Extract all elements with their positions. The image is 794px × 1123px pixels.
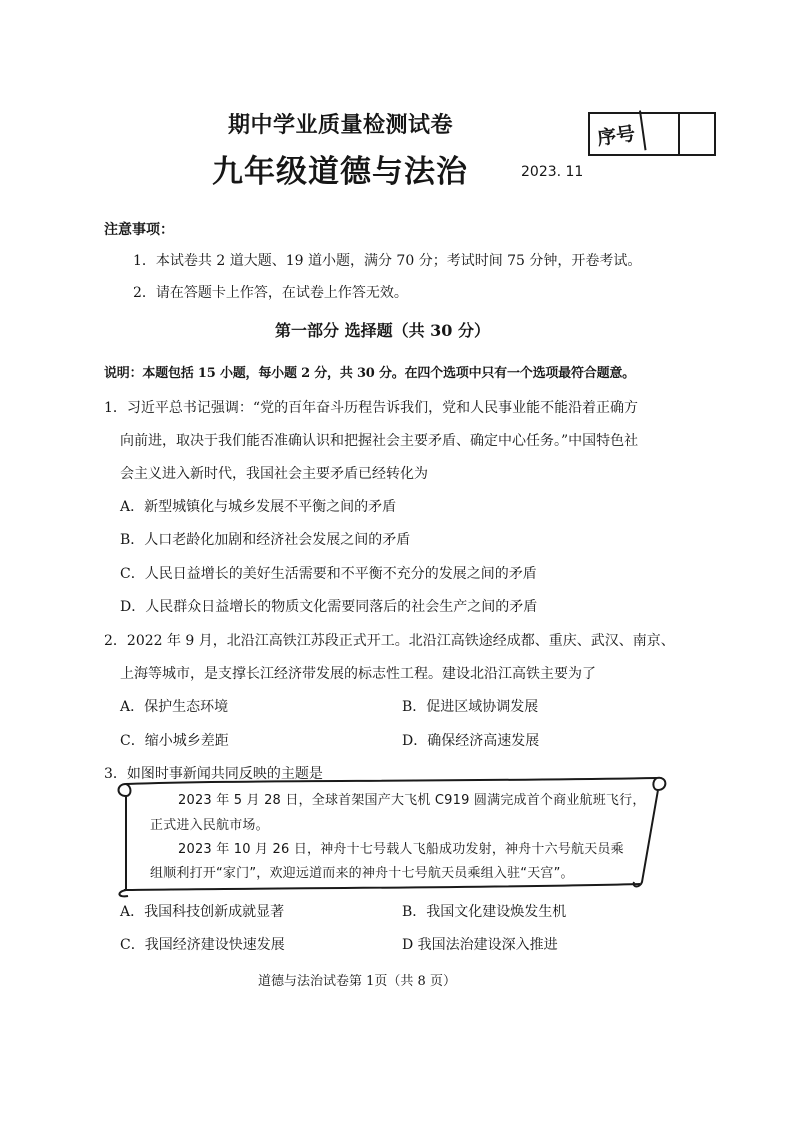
news-item-line: 组顺利打开“家门”，欢迎远道而来的神舟十七号航天员乘组入驻“天宫”。 bbox=[150, 866, 574, 881]
question-2-stem: 2．2022 年 9 月，北沿江高铁江苏段正式开工。北沿江高铁途经成都、重庆、武汉、南京、 bbox=[104, 633, 675, 649]
exam-date: 2023. 11 bbox=[521, 164, 584, 180]
section-intro: 说明：本题包括 15 小题，每小题 2 分，共 30 分。在四个选项中只有一个选项最符合题意。 bbox=[104, 366, 635, 381]
question-2-option-b: B．促进区域协调发展 bbox=[402, 699, 539, 715]
question-3-stem: 3．如图时事新闻共同反映的主题是 bbox=[104, 766, 323, 782]
question-1-option-b: B．人口老龄化加剧和经济社会发展之间的矛盾 bbox=[120, 532, 411, 548]
question-1-option-c: C．人民日益增长的美好生活需要和不平衡不充分的发展之间的矛盾 bbox=[120, 566, 537, 582]
sequence-number-box bbox=[588, 112, 716, 156]
notice-item: 1．本试卷共 2 道大题、19 道小题，满分 70 分；考试时间 75 分钟，开卷考试。 bbox=[133, 253, 642, 269]
subject-title: 九年级道德与法治 bbox=[212, 154, 468, 190]
question-1-stem: 向前进，取决于我们能否准确认识和把握社会主要矛盾、确定中心任务。”中国特色社 bbox=[120, 433, 639, 449]
news-item-line: 2023 年 5 月 28 日，全球首架国产大飞机 C919 圆满完成首个商业航班飞行， bbox=[178, 793, 646, 808]
sequence-cell-2[interactable] bbox=[680, 114, 714, 154]
question-2-stem: 上海等城市，是支撑长江经济带发展的标志性工程。建设北沿江高铁主要为了 bbox=[120, 666, 596, 682]
exam-title: 期中学业质量检测试卷 bbox=[228, 112, 454, 138]
notice-title: 注意事项： bbox=[104, 222, 174, 238]
question-1-option-d: D．人民群众日益增长的物质文化需要同落后的社会生产之间的矛盾 bbox=[120, 599, 538, 615]
news-item-line: 正式进入民航市场。 bbox=[150, 818, 269, 833]
question-3-option-b: B．我国文化建设焕发生机 bbox=[402, 904, 567, 920]
news-item-line: 2023 年 10 月 26 日，神舟十七号载人飞船成功发射，神舟十六号航天员乘 bbox=[178, 842, 624, 857]
section-title: 第一部分 选择题（共 30 分） bbox=[275, 321, 490, 340]
sequence-label: 序号 bbox=[587, 110, 646, 157]
question-3-option-c: C．我国经济建设快速发展 bbox=[120, 937, 285, 953]
question-3-option-a: A．我国科技创新成就显著 bbox=[120, 904, 285, 920]
notice-item: 2．请在答题卡上作答，在试卷上作答无效。 bbox=[133, 285, 408, 301]
question-1-stem: 会主义进入新时代，我国社会主要矛盾已经转化为 bbox=[120, 466, 428, 482]
question-2-option-d: D．确保经济高速发展 bbox=[402, 733, 540, 749]
question-1-option-a: A．新型城镇化与城乡发展不平衡之间的矛盾 bbox=[120, 499, 397, 515]
sequence-cell-1[interactable] bbox=[644, 114, 680, 154]
question-2-option-c: C．缩小城乡差距 bbox=[120, 733, 229, 749]
page-footer: 道德与法治试卷第 1页（共 8 页） bbox=[258, 974, 456, 989]
question-1-stem: 1．习近平总书记强调：“党的百年奋斗历程告诉我们，党和人民事业能不能沿着正确方 bbox=[104, 400, 639, 416]
question-3-option-d: D 我国法治建设深入推进 bbox=[402, 937, 558, 953]
question-2-option-a: A．保护生态环境 bbox=[120, 699, 229, 715]
